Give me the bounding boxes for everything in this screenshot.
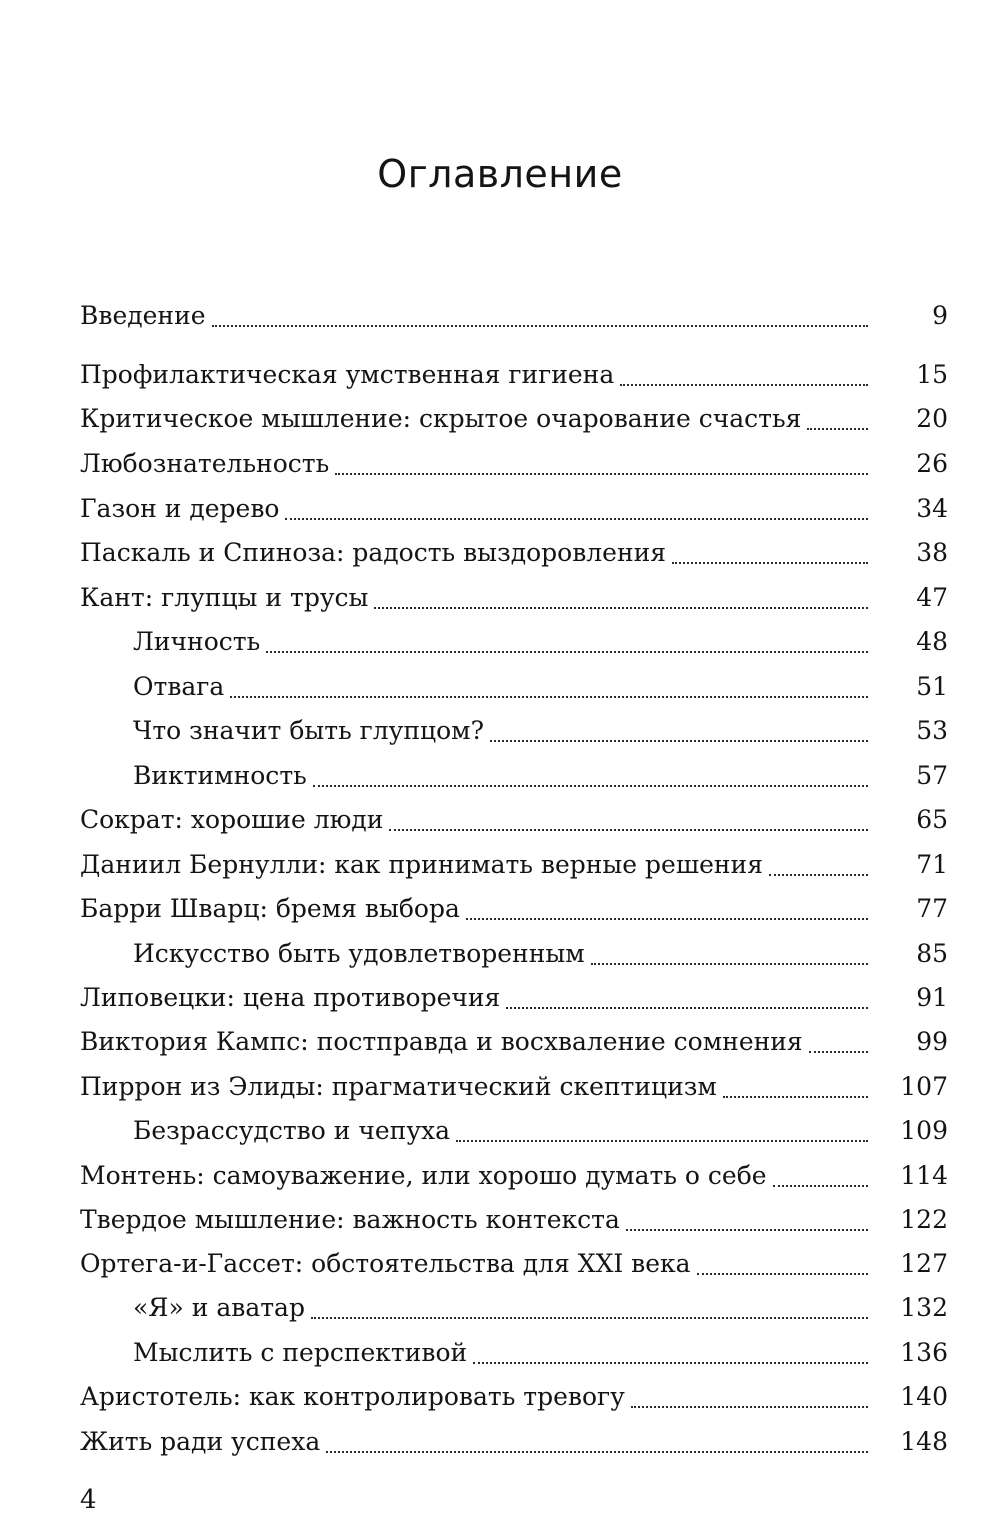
toc-entry-title: Виктория Кампс: постправда и восхваление сомнения: [80, 1022, 809, 1062]
toc-entry-page: 71: [916, 850, 948, 879]
toc-entry-title: Любознательность: [80, 444, 335, 484]
dot-leader: [769, 874, 868, 876]
toc-entry-page: 47: [916, 583, 948, 612]
toc-entry-page: 114: [900, 1161, 948, 1190]
dot-leader: [389, 829, 868, 831]
toc-entry-page: 65: [916, 805, 948, 834]
toc-entry: [80, 296, 868, 336]
toc-entry-page: 38: [916, 538, 948, 567]
toc-entry: [133, 934, 868, 974]
toc-entry: [80, 399, 868, 439]
page-folio: 4: [80, 1485, 97, 1515]
dot-leader: [697, 1273, 868, 1275]
toc-entry-title: Жить ради успеха: [80, 1422, 326, 1462]
toc-entry-page: 91: [916, 983, 948, 1012]
toc-entry-page: 34: [916, 494, 948, 523]
toc-entry: [80, 800, 868, 840]
toc-entry: [80, 1244, 868, 1284]
toc-entry-title: Монтень: самоуважение, или хорошо думать о себе: [80, 1156, 773, 1196]
dot-leader: [326, 1451, 868, 1453]
toc-entry-page: 9: [932, 301, 948, 330]
toc-entry-page: 136: [900, 1338, 948, 1367]
dot-leader: [809, 1051, 868, 1053]
toc-entry-page: 107: [900, 1072, 948, 1101]
dot-leader: [374, 607, 868, 609]
toc-entry-title: Мыслить с перспективой: [133, 1333, 473, 1373]
toc-entry-title: Отвага: [133, 667, 230, 707]
toc-entry-title: Аристотель: как контролировать тревогу: [80, 1377, 631, 1417]
toc-entry-page: 85: [916, 939, 948, 968]
toc-entry-title: Пиррон из Элиды: прагматический скептицизм: [80, 1067, 723, 1107]
toc-entry-title: «Я» и аватар: [133, 1288, 311, 1328]
toc-entry-title: Ортега-и-Гассет: обстоятельства для XXI века: [80, 1244, 697, 1284]
toc-entry: [80, 533, 868, 573]
dot-leader: [230, 696, 868, 698]
toc-entry-page: 57: [916, 761, 948, 790]
toc-entry-page: 20: [916, 404, 948, 433]
toc-entry-title: Кант: глупцы и трусы: [80, 578, 374, 618]
dot-leader: [490, 740, 868, 742]
toc-entry-page: 140: [900, 1382, 948, 1411]
dot-leader: [335, 473, 868, 475]
toc-entry-title: Введение: [80, 296, 212, 336]
dot-leader: [313, 785, 868, 787]
toc-entry: [80, 1022, 868, 1062]
toc-entry-page: 127: [900, 1249, 948, 1278]
dot-leader: [266, 651, 868, 653]
dot-leader: [620, 384, 868, 386]
toc-entry: [80, 1156, 868, 1196]
toc-entry-title: Личность: [133, 622, 266, 662]
page-title: Оглавление: [377, 152, 623, 196]
toc-entry-title: Даниил Бернулли: как принимать верные решения: [80, 845, 769, 885]
toc-entry: [133, 1333, 868, 1373]
dot-leader: [626, 1229, 868, 1231]
toc-entry-title: Искусство быть удовлетворенным: [133, 934, 591, 974]
dot-leader: [456, 1140, 868, 1142]
toc-entry: [133, 1111, 868, 1151]
toc-entry-page: 99: [916, 1027, 948, 1056]
toc-entry-title: Виктимность: [133, 756, 313, 796]
toc-entry: [80, 355, 868, 395]
toc-entry-page: 26: [916, 449, 948, 478]
dot-leader: [285, 518, 868, 520]
toc-entry: [133, 622, 868, 662]
toc-entry-title: Профилактическая умственная гигиена: [80, 355, 620, 395]
toc-entry-page: 51: [916, 672, 948, 701]
toc-entry: [133, 667, 868, 707]
toc-entry-page: 53: [916, 716, 948, 745]
toc-entry-page: 77: [916, 894, 948, 923]
toc-entry-title: Паскаль и Спиноза: радость выздоровления: [80, 533, 672, 573]
toc-entry-title: Липовецки: цена противоречия: [80, 978, 506, 1018]
toc-entry: [133, 1288, 868, 1328]
toc-entry: [80, 1422, 868, 1462]
dot-leader: [631, 1406, 868, 1408]
toc-entry: [80, 1067, 868, 1107]
dot-leader: [672, 562, 868, 564]
toc-entry-title: Твердое мышление: важность контекста: [80, 1200, 626, 1240]
dot-leader: [311, 1317, 868, 1319]
dot-leader: [506, 1007, 868, 1009]
toc-entry: [80, 978, 868, 1018]
toc-entry-title: Газон и дерево: [80, 489, 285, 529]
toc-entry: [80, 578, 868, 618]
toc-entry-title: Барри Шварц: бремя выбора: [80, 889, 466, 929]
toc-entry: [80, 489, 868, 529]
toc-entry-title: Безрассудство и чепуха: [133, 1111, 456, 1151]
toc-entry-page: 15: [916, 360, 948, 389]
dot-leader: [466, 918, 868, 920]
toc-entry-page: 122: [900, 1205, 948, 1234]
toc-entry-title: Критическое мышление: скрытое очарование счастья: [80, 399, 807, 439]
toc-entry-page: 132: [900, 1293, 948, 1322]
toc-entry: [80, 889, 868, 929]
toc-entry-title: Сократ: хорошие люди: [80, 800, 389, 840]
toc-entry-page: 109: [900, 1116, 948, 1145]
toc-entry: [80, 444, 868, 484]
toc-entry: [80, 845, 868, 885]
dot-leader: [473, 1362, 868, 1364]
toc-entry: [133, 756, 868, 796]
toc-entry: [80, 1200, 868, 1240]
dot-leader: [723, 1096, 868, 1098]
toc-entry: [133, 711, 868, 751]
dot-leader: [807, 428, 868, 430]
toc-entry-page: 48: [916, 627, 948, 656]
toc-entry-title: Что значит быть глупцом?: [133, 711, 490, 751]
dot-leader: [773, 1185, 868, 1187]
dot-leader: [212, 325, 868, 327]
toc-entry-page: 148: [900, 1427, 948, 1456]
toc-entry: [80, 1377, 868, 1417]
dot-leader: [591, 963, 868, 965]
